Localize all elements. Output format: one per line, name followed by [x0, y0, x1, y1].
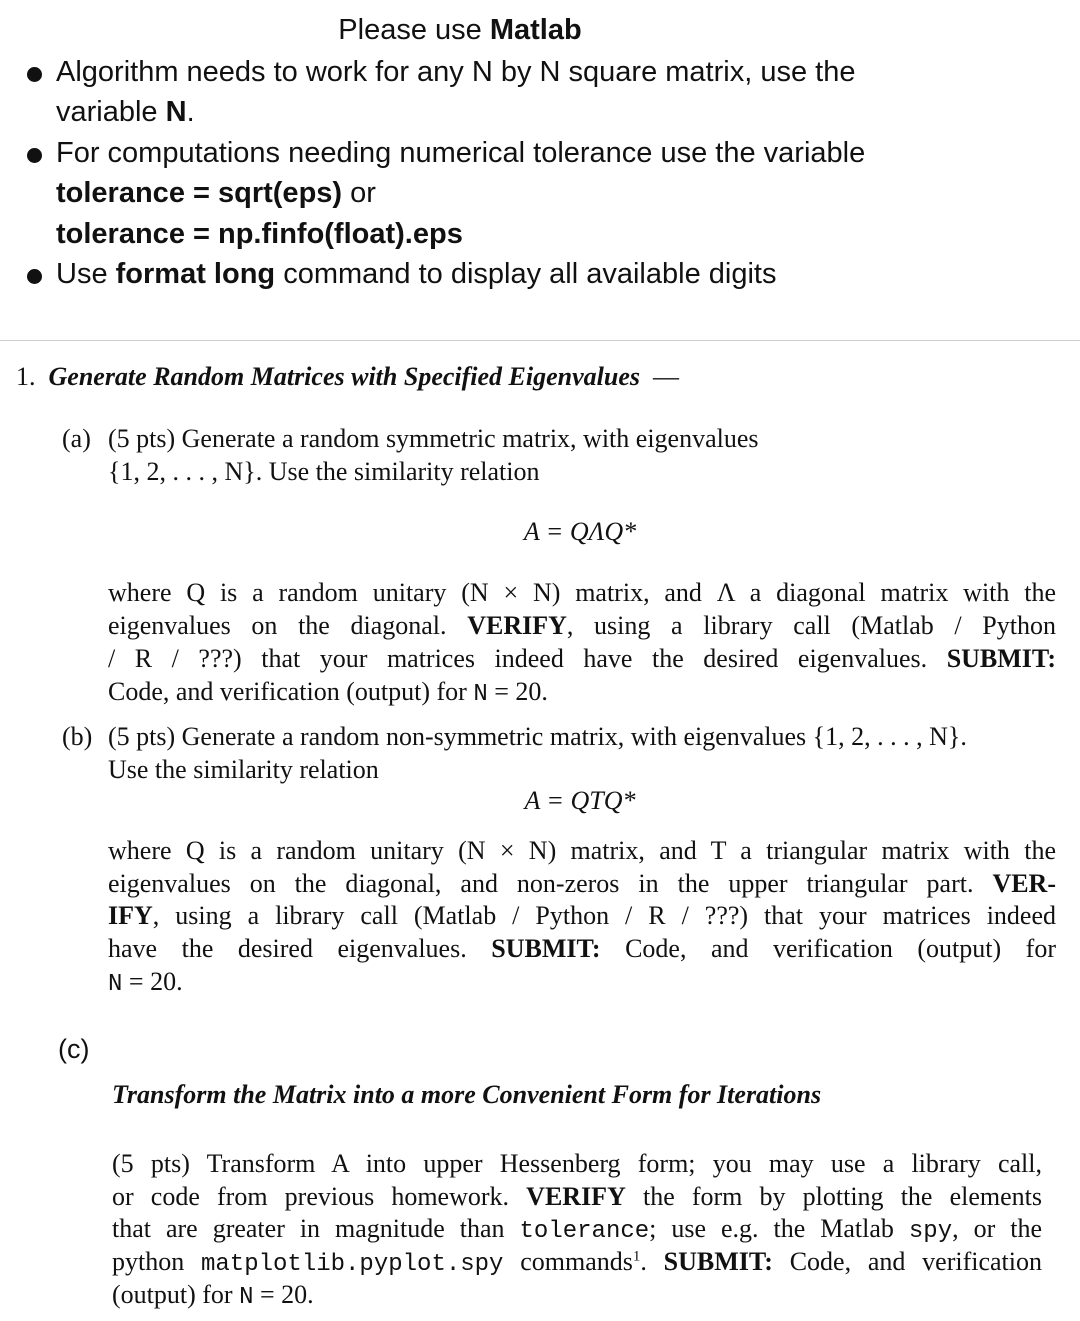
- part-a-label: (a): [62, 424, 91, 453]
- part-c-para-line-5: (output) for N = 20.: [112, 1280, 314, 1311]
- part-c-para-line-3: that are greater in magnitude than tolerance; use e.g. the Matlab spy, or the: [112, 1214, 1043, 1245]
- part-b-para-line-1: where Q is a random unitary (N × N) matrix, and T a triangular matrix with the: [108, 836, 1056, 865]
- page-title: Please use Matlab: [338, 14, 582, 46]
- part-a-equation: A = QΛQ*: [523, 517, 637, 546]
- part-c-para-line-2: or code from previous homework. VERIFY the form by plotting the elements: [112, 1182, 1042, 1211]
- problem-heading: 1. Generate Random Matrices with Specified Eigenvalues —: [16, 362, 679, 391]
- footnote-marker: 1: [632, 1248, 641, 1265]
- bullet-2-line-1: For computations needing numerical tolerance use the variable: [56, 137, 866, 169]
- part-b-para-line-3: IFY, using a library call (Matlab / Python / R / ???) that your matrices indeed: [108, 901, 1056, 930]
- section-divider: [0, 340, 1080, 341]
- part-c-label: (c): [58, 1034, 90, 1064]
- part-b-equation: A = QTQ*: [524, 786, 636, 815]
- part-a-para-line-1: where Q is a random unitary (N × N) matrix, and Λ a diagonal matrix with the: [108, 578, 1056, 607]
- bullet-icon: [27, 269, 42, 284]
- part-c-para-line-4: python matplotlib.pyplot.spy commands$^1$. SUBMIT: Code, and verification: [112, 1247, 1042, 1278]
- bullet-1-line-2: variable N.: [56, 96, 195, 128]
- part-a-para-line-3: / R / ???) that your matrices indeed have the desired eigenvalues. SUBMIT:: [108, 644, 1056, 673]
- bullet-icon: [27, 148, 42, 163]
- part-a-para-line-2: eigenvalues on the diagonal. VERIFY, using a library call (Matlab / Python: [108, 611, 1056, 640]
- bullet-1-line-1: Algorithm needs to work for any N by N square matrix, use the: [56, 56, 856, 88]
- part-b-line-1: (5 pts) Generate a random non-symmetric matrix, with eigenvalues {1, 2, . . . , N}.: [108, 722, 967, 751]
- part-c-para-line-1: (5 pts) Transform A into upper Hessenberg form; you may use a library call,: [112, 1149, 1042, 1178]
- bullet-icon: [27, 67, 42, 82]
- part-c-heading: Transform the Matrix into a more Convenient Form for Iterations: [112, 1080, 822, 1109]
- bullet-2-line-2: tolerance = sqrt(eps) or: [56, 177, 376, 209]
- part-b-para-line-4: have the desired eigenvalues. SUBMIT: Code, and verification (output) for: [108, 934, 1056, 963]
- part-b-para-line-2: eigenvalues on the diagonal, and non-zeros in the upper triangular part. VER-: [108, 869, 1056, 898]
- part-b-para-line-5: N = 20.: [108, 967, 183, 998]
- part-b-line-2: Use the similarity relation: [108, 755, 379, 784]
- part-a-line-2: {1, 2, . . . , N}. Use the similarity relation: [108, 457, 540, 486]
- part-a-para-line-4: Code, and verification (output) for N = 20.: [108, 677, 548, 708]
- part-b-label: (b): [62, 722, 93, 751]
- bullet-2-line-3: tolerance = np.finfo(float).eps: [56, 218, 463, 250]
- bullet-3: Use format long command to display all available digits: [56, 258, 777, 290]
- part-a-line-1: (5 pts) Generate a random symmetric matrix, with eigenvalues: [108, 424, 759, 453]
